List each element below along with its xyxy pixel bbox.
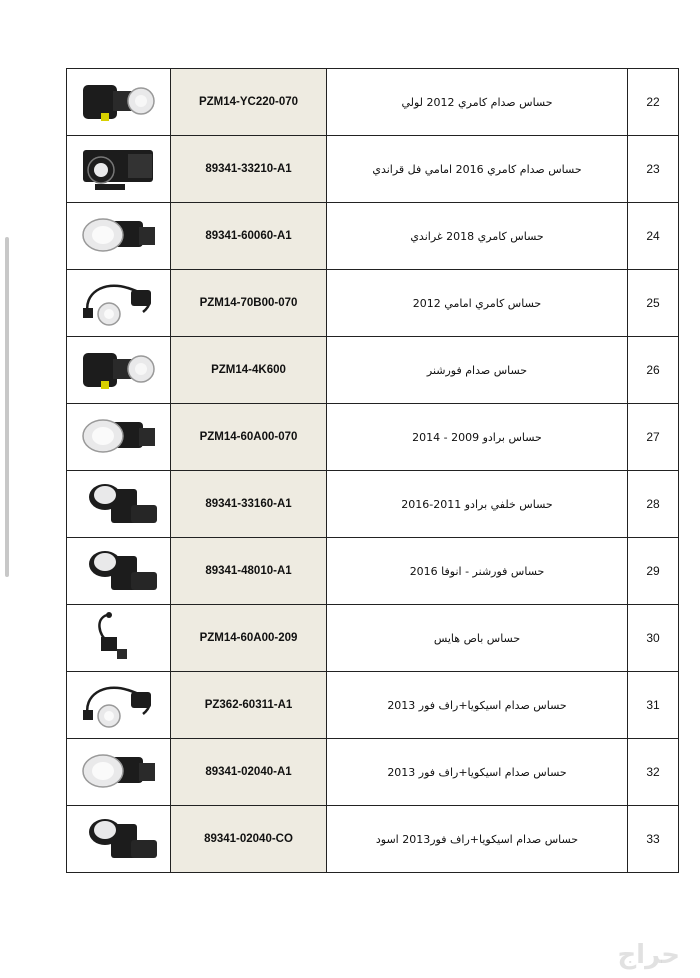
sensor-photo-icon xyxy=(67,475,170,533)
part-description: حساس صدام فورشنر xyxy=(327,337,628,404)
part-description: حساس فورشنر - انوفا 2016 xyxy=(327,538,628,605)
table-row xyxy=(67,739,679,806)
part-photo-cell xyxy=(67,605,171,672)
part-code: PZ362-60311-A1 xyxy=(171,672,327,739)
row-number: 27 xyxy=(628,404,679,471)
row-number: 31 xyxy=(628,672,679,739)
sensor-photo-icon xyxy=(67,542,170,600)
part-photo-cell xyxy=(67,739,171,806)
part-description: حساس باص هايس xyxy=(327,605,628,672)
sensor-photo-icon xyxy=(67,207,170,265)
row-number: 26 xyxy=(628,337,679,404)
sensor-photo-icon xyxy=(67,810,170,868)
part-photo-cell xyxy=(67,471,171,538)
sensor-photo-icon xyxy=(67,140,170,198)
part-code: 89341-60060-A1 xyxy=(171,203,327,270)
part-photo-cell xyxy=(67,806,171,873)
sensor-photo-icon xyxy=(67,743,170,801)
part-description: حساس صدام اسيكويا+راف فور2013 اسود xyxy=(327,806,628,873)
part-description: حساس صدام كامري 2012 لولي xyxy=(327,69,628,136)
row-number: 29 xyxy=(628,538,679,605)
table-row xyxy=(67,270,679,337)
sensor-photo-icon xyxy=(67,73,170,131)
row-number: 28 xyxy=(628,471,679,538)
table-row xyxy=(67,672,679,739)
part-photo-cell xyxy=(67,538,171,605)
sensor-photo-icon xyxy=(67,609,170,667)
scrollbar[interactable] xyxy=(5,237,9,577)
part-photo-cell xyxy=(67,203,171,270)
part-code: 89341-48010-A1 xyxy=(171,538,327,605)
table-row xyxy=(67,404,679,471)
table-row xyxy=(67,203,679,270)
part-description: حساس صدام كامري 2016 امامي فل قراندي xyxy=(327,136,628,203)
sensor-photo-icon xyxy=(67,274,170,332)
part-code: PZM14-4K600 xyxy=(171,337,327,404)
sensor-photo-icon xyxy=(67,341,170,399)
row-number: 23 xyxy=(628,136,679,203)
part-description: حساس كامري امامي 2012 xyxy=(327,270,628,337)
part-code: PZM14-70B00-070 xyxy=(171,270,327,337)
row-number: 22 xyxy=(628,69,679,136)
table-row xyxy=(67,605,679,672)
part-code: 89341-33210-A1 xyxy=(171,136,327,203)
part-photo-cell xyxy=(67,404,171,471)
parts-table-body xyxy=(67,69,679,873)
part-description: حساس خلفي برادو 2011-2016 xyxy=(327,471,628,538)
part-photo-cell xyxy=(67,337,171,404)
table-row xyxy=(67,471,679,538)
table-row xyxy=(67,806,679,873)
table-row xyxy=(67,538,679,605)
table-row xyxy=(67,136,679,203)
part-photo-cell xyxy=(67,136,171,203)
part-code: 89341-02040-A1 xyxy=(171,739,327,806)
row-number: 24 xyxy=(628,203,679,270)
parts-table xyxy=(66,68,679,873)
sensor-photo-icon xyxy=(67,676,170,734)
sensor-photo-icon xyxy=(67,408,170,466)
part-code: PZM14-60A00-070 xyxy=(171,404,327,471)
row-number: 30 xyxy=(628,605,679,672)
part-code: 89341-02040-CO xyxy=(171,806,327,873)
row-number: 33 xyxy=(628,806,679,873)
watermark-logo: حراج xyxy=(617,940,680,970)
row-number: 32 xyxy=(628,739,679,806)
part-description: حساس كامري 2018 غراندي xyxy=(327,203,628,270)
part-code: PZM14-YC220-070 xyxy=(171,69,327,136)
row-number: 25 xyxy=(628,270,679,337)
table-row xyxy=(67,69,679,136)
part-description: حساس برادو 2009 - 2014 xyxy=(327,404,628,471)
part-photo-cell xyxy=(67,672,171,739)
table-row xyxy=(67,337,679,404)
part-code: 89341-33160-A1 xyxy=(171,471,327,538)
part-photo-cell xyxy=(67,69,171,136)
part-code: PZM14-60A00-209 xyxy=(171,605,327,672)
part-description: حساس صدام اسيكويا+راف فور 2013 xyxy=(327,739,628,806)
part-description: حساس صدام اسيكويا+راف فور 2013 xyxy=(327,672,628,739)
part-photo-cell xyxy=(67,270,171,337)
